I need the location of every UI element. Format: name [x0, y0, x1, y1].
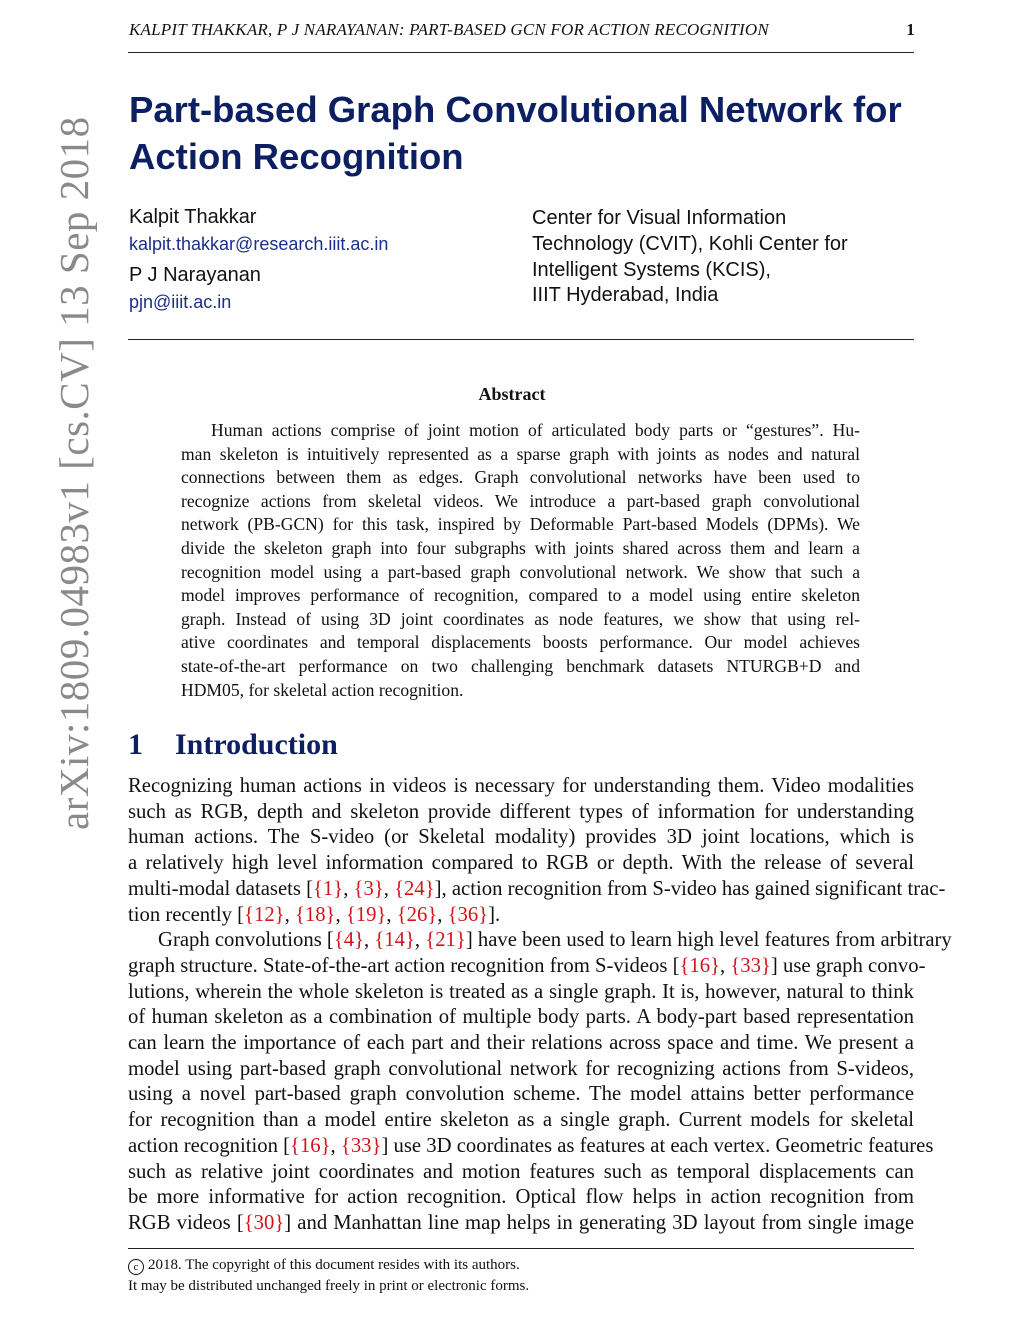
- text-line: model improves performance of recognition, compared to a model using entire skeleton: [181, 585, 860, 606]
- body-text: [128, 774, 952, 1237]
- text-line: Recognizing human actions in videos is necessary for understanding them. Video modalities: [128, 775, 914, 797]
- text-line: state-of-the-art performance on two challenging benchmark datasets NTURGB+D and: [181, 655, 860, 676]
- citation-link[interactable]: {16}: [679, 954, 721, 977]
- affiliation-line: Center for Visual Information: [532, 207, 787, 229]
- text-line: RGB videos [{30}] and Manhattan line map helps in generating 3D layout from single image: [128, 1211, 914, 1234]
- footnote: [128, 1255, 529, 1296]
- citation-link[interactable]: {1}: [313, 877, 344, 900]
- affiliation-line: IIIT Hyderabad, India: [532, 284, 719, 307]
- text-line: divide the skeleton graph into four subgraphs with joints shared across them and learn a: [181, 537, 860, 558]
- footnote-line: It may be distributed unchanged freely in print or electronic forms.: [128, 1277, 530, 1294]
- text-line: ative coordinates and temporal displacements boosts performance. Our model achieves: [181, 632, 860, 653]
- running-header: [129, 20, 915, 40]
- text-line: connections between them as edges. Graph convolutional networks have been used to: [181, 467, 860, 488]
- citation-link[interactable]: {18}: [294, 903, 336, 926]
- text-line: Human actions comprise of joint motion of articulated body parts or “gestures”. Hu-: [211, 420, 860, 440]
- author-email[interactable]: kalpit.thakkar@research.iiit.ac.in: [129, 234, 389, 254]
- citation-link[interactable]: {16}: [290, 1134, 331, 1157]
- section-heading: [128, 728, 338, 762]
- text-line: for recognition than a model entire skeleton as a single graph. Current models for skeletal: [128, 1109, 914, 1132]
- citation-link[interactable]: {36}: [447, 903, 489, 926]
- affiliation-line: Intelligent Systems (KCIS),: [532, 258, 771, 281]
- affiliation: [532, 206, 848, 309]
- section-title: Introduction: [175, 728, 338, 761]
- text-line: recognition model using a part-based graph convolutional network. We show that such a: [181, 561, 860, 582]
- text-line: can learn the importance of each part and their relations across space and time. We present a: [128, 1032, 914, 1055]
- affiliation-line: Technology (CVIT), Kohli Center for: [532, 232, 848, 255]
- abstract-body: [181, 419, 860, 702]
- title-line: Part-based Graph Convolutional Network for: [129, 89, 902, 130]
- citation-link[interactable]: {4}: [333, 929, 365, 952]
- text-line: tion recently [{12}, {18}, {19}, {26}, {36}].: [128, 903, 501, 926]
- text-line: graph. Instead of using 3D joint coordinates as node features, we show that using rel-: [181, 608, 860, 629]
- text-line: model using part-based graph convolutional network for recognizing actions from S-videos,: [128, 1057, 914, 1080]
- arxiv-watermark: arXiv:1809.04983v1 [cs.CV] 13 Sep 2018: [51, 116, 97, 830]
- text-line: graph structure. State-of-the-art action recognition from S-videos [{16}, {33}] use graph convo-: [128, 954, 926, 977]
- copyright-icon: c: [128, 1259, 144, 1275]
- running-title: KALPIT THAKKAR, P J NARAYANAN: PART-BASED GCN FOR ACTION RECOGNITION: [129, 20, 769, 39]
- text-line: of human skeleton as a combination of multiple body parts. A body-part based representation: [128, 1006, 914, 1029]
- page-number: 1: [906, 20, 915, 39]
- text-line: network (PB-GCN) for this task, inspired by Deformable Part-based Models (DPMs). We: [181, 514, 860, 535]
- text-line: using a novel part-based graph convolution scheme. The model attains better performance: [128, 1083, 914, 1106]
- abstract-heading: Abstract: [478, 384, 546, 404]
- text-line: HDM05, for skeletal action recognition.: [181, 679, 464, 700]
- citation-link[interactable]: {3}: [353, 877, 384, 900]
- citation-link[interactable]: {24}: [394, 877, 435, 900]
- header-rule: [128, 52, 914, 53]
- text-line: Graph convolutions [{4}, {14}, {21}] have been used to learn high level features from arbitrary: [158, 929, 952, 952]
- citation-link[interactable]: {12}: [244, 903, 285, 926]
- section-number: 1: [128, 728, 143, 761]
- text-line: such as RGB, depth and skeleton provide different types of information for understanding: [128, 800, 914, 823]
- citation-link[interactable]: {33}: [340, 1134, 382, 1157]
- citation-link[interactable]: {26}: [396, 903, 438, 926]
- author-name: Kalpit Thakkar: [129, 206, 257, 228]
- footnote-line: 2018. The copyright of this document resides with its authors.: [148, 1257, 520, 1273]
- text-line: lutions, wherein the whole skeleton is treated as a single graph. It is, however, natural to think: [128, 980, 914, 1003]
- citation-link[interactable]: {21}: [425, 929, 466, 952]
- text-line: be more informative for action recognition. Optical flow helps in action recognition from: [128, 1186, 914, 1209]
- paper-title: [129, 86, 929, 180]
- text-line: a relatively high level information compared to RGB or depth. With the release of several: [128, 852, 914, 875]
- citation-link[interactable]: {19}: [345, 903, 387, 926]
- author-email[interactable]: pjn@iiit.ac.in: [129, 292, 232, 312]
- citation-link[interactable]: {30}: [243, 1211, 285, 1234]
- footnote-rule: [128, 1248, 914, 1249]
- text-line: multi-modal datasets [{1}, {3}, {24}], action recognition from S-video has gained significant trac-: [128, 877, 946, 900]
- text-line: human actions. The S-video (or Skeletal modality) provides 3D joint locations, which is: [128, 826, 914, 849]
- title-line: Action Recognition: [129, 136, 464, 177]
- author-name: P J Narayanan: [129, 264, 261, 286]
- text-line: such as relative joint coordinates and motion features such as temporal displacements can: [128, 1160, 914, 1183]
- title-rule: [128, 339, 914, 340]
- text-line: recognize actions from skeletal videos. We introduce a part-based graph convolutional: [181, 490, 860, 511]
- text-line: man skeleton is intuitively represented as a sparse graph with joints as nodes and natural: [181, 443, 860, 464]
- text-line: action recognition [{16}, {33}] use 3D coordinates as features at each vertex. Geometric features: [128, 1134, 934, 1157]
- citation-link[interactable]: {14}: [374, 929, 415, 952]
- citation-link[interactable]: {33}: [730, 954, 771, 977]
